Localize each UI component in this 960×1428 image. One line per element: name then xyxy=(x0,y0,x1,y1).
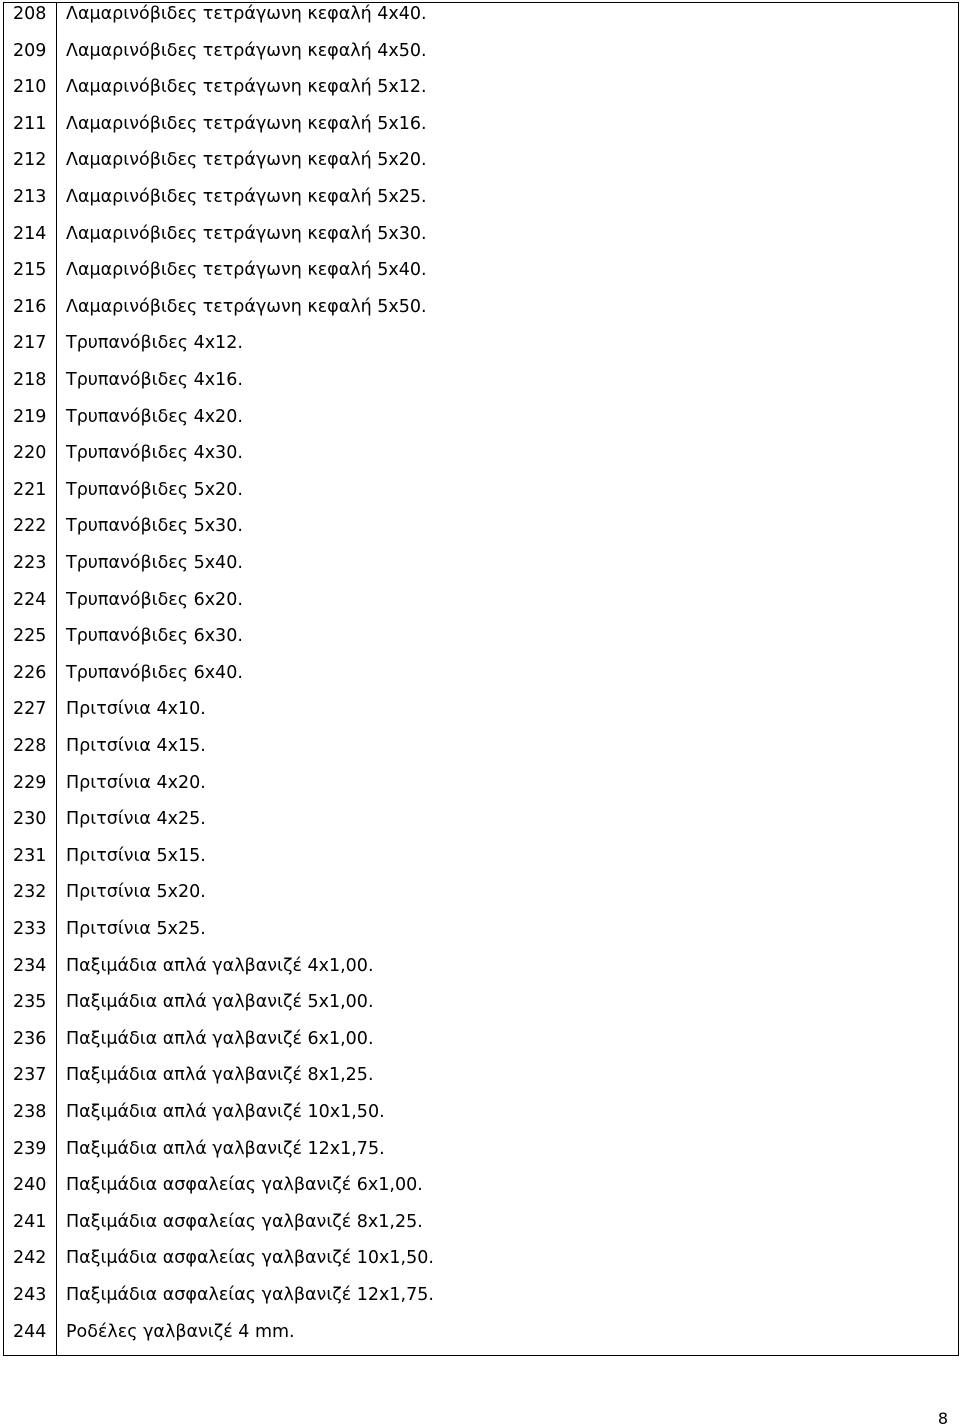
item-number: 211 xyxy=(13,113,47,134)
item-description: Παξιμάδια απλά γαλβανιζέ 6x1,00. xyxy=(66,1028,374,1049)
item-number: 231 xyxy=(13,845,47,866)
table-row xyxy=(4,1138,958,1175)
table-row xyxy=(4,76,958,113)
item-description: Λαμαρινόβιδες τετράγωνη κεφαλή 5x12. xyxy=(66,77,427,98)
item-description: Τρυπανόβιδες 6x40. xyxy=(66,662,243,683)
table-row xyxy=(4,442,958,479)
table-row xyxy=(4,955,958,992)
item-number: 244 xyxy=(13,1321,47,1342)
item-number: 226 xyxy=(13,662,47,683)
item-description: Τρυπανόβιδες 6x20. xyxy=(66,589,243,610)
item-description: Παξιμάδια απλά γαλβανιζέ 12x1,75. xyxy=(66,1138,385,1159)
table-row xyxy=(4,1028,958,1065)
table-row xyxy=(4,113,958,150)
item-number: 210 xyxy=(13,77,47,98)
item-description: Παξιμάδια ασφαλείας γαλβανιζέ 12x1,75. xyxy=(66,1285,434,1305)
item-number: 242 xyxy=(13,1248,47,1269)
table-row xyxy=(4,223,958,260)
item-description: Πριτσίνια 5x15. xyxy=(66,845,206,866)
item-number: 212 xyxy=(13,150,47,171)
item-description: Πριτσίνια 5x25. xyxy=(66,919,206,939)
item-number: 230 xyxy=(13,809,47,830)
item-number: 213 xyxy=(13,187,47,207)
items-table xyxy=(3,2,959,1356)
table-row xyxy=(4,772,958,809)
table-row xyxy=(4,735,958,772)
item-description: Λαμαρινόβιδες τετράγωνη κεφαλή 5x50. xyxy=(66,296,427,317)
item-description: Πριτσίνια 4x15. xyxy=(66,736,206,756)
item-number: 216 xyxy=(13,296,47,317)
table-row xyxy=(4,845,958,882)
table-row xyxy=(4,3,958,40)
table-row xyxy=(4,332,958,369)
table-row xyxy=(4,1211,958,1248)
item-number: 236 xyxy=(13,1028,47,1049)
item-description: Τρυπανόβιδες 4x30. xyxy=(66,443,243,464)
item-number: 229 xyxy=(13,772,47,793)
table-row xyxy=(4,40,958,77)
item-description: Λαμαρινόβιδες τετράγωνη κεφαλή 5x25. xyxy=(66,187,427,207)
item-description: Λαμαρινόβιδες τετράγωνη κεφαλή 5x16. xyxy=(66,113,427,134)
item-number: 235 xyxy=(13,992,47,1013)
item-number: 243 xyxy=(13,1285,47,1305)
table-row xyxy=(4,808,958,845)
item-description: Πριτσίνια 4x25. xyxy=(66,809,206,830)
item-number: 217 xyxy=(13,333,47,354)
item-description: Παξιμάδια απλά γαλβανιζέ 8x1,25. xyxy=(66,1065,374,1086)
item-number: 223 xyxy=(13,553,47,573)
item-number: 227 xyxy=(13,699,47,720)
table-row xyxy=(4,1284,958,1321)
table-row xyxy=(4,991,958,1028)
table-row xyxy=(4,1064,958,1101)
item-description: Παξιμάδια ασφαλείας γαλβανιζέ 6x1,00. xyxy=(66,1175,423,1196)
table-row xyxy=(4,369,958,406)
item-number: 238 xyxy=(13,1102,47,1122)
page-number: 8 xyxy=(937,1409,948,1428)
table-row xyxy=(4,515,958,552)
item-description: Παξιμάδια ασφαλείας γαλβανιζέ 10x1,50. xyxy=(66,1248,434,1269)
item-description: Λαμαρινόβιδες τετράγωνη κεφαλή 5x40. xyxy=(66,260,427,281)
table-row xyxy=(4,479,958,516)
item-description: Λαμαρινόβιδες τετράγωνη κεφαλή 4x40. xyxy=(66,4,427,24)
item-number: 240 xyxy=(13,1175,47,1196)
item-description: Πριτσίνια 4x10. xyxy=(66,699,206,720)
item-number: 237 xyxy=(13,1065,47,1086)
item-number: 215 xyxy=(13,260,47,281)
item-number: 220 xyxy=(13,443,47,464)
item-description: Λαμαρινόβιδες τετράγωνη κεφαλή 4x50. xyxy=(66,40,427,61)
item-number: 222 xyxy=(13,516,47,537)
item-number: 228 xyxy=(13,736,47,756)
table-row xyxy=(4,625,958,662)
item-number: 208 xyxy=(13,4,47,24)
table-row xyxy=(4,1101,958,1138)
item-number: 221 xyxy=(13,479,47,500)
table-row xyxy=(4,698,958,735)
item-number: 234 xyxy=(13,955,47,976)
item-description: Πριτσίνια 5x20. xyxy=(66,882,206,903)
table-row xyxy=(4,259,958,296)
item-description: Τρυπανόβιδες 5x40. xyxy=(66,553,243,573)
item-description: Παξιμάδια απλά γαλβανιζέ 4x1,00. xyxy=(66,955,374,976)
table-row xyxy=(4,881,958,918)
item-description: Ροδέλες γαλβανιζέ 4 mm. xyxy=(66,1321,295,1342)
table-row xyxy=(4,589,958,626)
item-description: Τρυπανόβιδες 5x20. xyxy=(66,479,243,500)
item-description: Λαμαρινόβιδες τετράγωνη κεφαλή 5x30. xyxy=(66,223,427,244)
item-description: Παξιμάδια απλά γαλβανιζέ 5x1,00. xyxy=(66,992,374,1013)
item-description: Τρυπανόβιδες 6x30. xyxy=(66,626,243,647)
table-row xyxy=(4,1321,958,1358)
item-number: 209 xyxy=(13,40,47,61)
item-description: Παξιμάδια ασφαλείας γαλβανιζέ 8x1,25. xyxy=(66,1211,423,1232)
table-row xyxy=(4,406,958,443)
item-number: 219 xyxy=(13,406,47,427)
table-row xyxy=(4,1174,958,1211)
item-number: 232 xyxy=(13,882,47,903)
table-row xyxy=(4,662,958,699)
item-number: 241 xyxy=(13,1211,47,1232)
table-row xyxy=(4,552,958,589)
table-row xyxy=(4,296,958,333)
item-description: Τρυπανόβιδες 5x30. xyxy=(66,516,243,537)
item-number: 218 xyxy=(13,370,47,390)
table-row xyxy=(4,918,958,955)
item-description: Τρυπανόβιδες 4x20. xyxy=(66,406,243,427)
item-description: Τρυπανόβιδες 4x12. xyxy=(66,333,243,354)
table-row xyxy=(4,186,958,223)
item-number: 224 xyxy=(13,589,47,610)
item-number: 233 xyxy=(13,919,47,939)
item-number: 239 xyxy=(13,1138,47,1159)
item-description: Τρυπανόβιδες 4x16. xyxy=(66,370,243,390)
item-number: 214 xyxy=(13,223,47,244)
table-row xyxy=(4,149,958,186)
item-description: Παξιμάδια απλά γαλβανιζέ 10x1,50. xyxy=(66,1102,385,1122)
item-number: 225 xyxy=(13,626,47,647)
item-description: Λαμαρινόβιδες τετράγωνη κεφαλή 5x20. xyxy=(66,150,427,171)
item-description: Πριτσίνια 4x20. xyxy=(66,772,206,793)
table-row xyxy=(4,1247,958,1284)
